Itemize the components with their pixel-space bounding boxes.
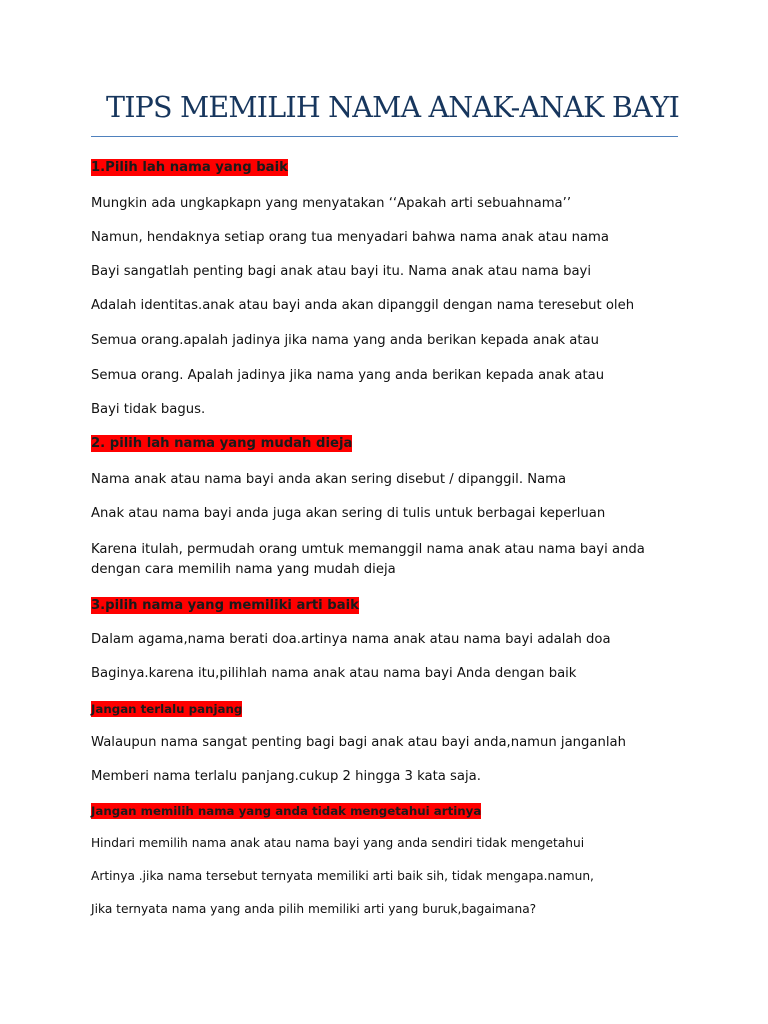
paragraph-line: Semua orang. Apalah jadinya jika nama yang anda berikan kepada anak atau xyxy=(91,368,605,383)
section-heading xyxy=(91,699,242,720)
paragraph-line: Artinya .jika nama tersebut ternyata memiliki arti baik sih, tidak mengapa.namun, xyxy=(91,869,594,883)
paragraph-line: Baginya.karena itu,pilihlah nama anak atau nama bayi Anda dengan baik xyxy=(91,666,577,681)
paragraph-line: Nama anak atau nama bayi anda akan sering disebut / dipanggil. Nama xyxy=(91,472,567,487)
paragraph-line: Walaupun nama sangat penting bagi bagi anak atau bayi anda,namun janganlah xyxy=(91,735,626,750)
paragraph-line: Namun, hendaknya setiap orang tua menyadari bahwa nama anak atau nama xyxy=(91,230,609,245)
heading-highlight: 1.Pilih lah nama yang baik xyxy=(91,160,288,175)
paragraph-line: Mungkin ada ungkapkapn yang menyatakan ‘‘Apakah arti sebuahnama’’ xyxy=(91,196,572,211)
section-heading xyxy=(91,158,288,178)
paragraph-line: Dalam agama,nama berati doa.artinya nama anak atau nama bayi adalah doa xyxy=(91,632,611,647)
paragraph-line: Hindari memilih nama anak atau nama bayi yang anda sendiri tidak mengetahui xyxy=(91,836,585,850)
paragraph-line: Adalah identitas.anak atau bayi anda akan dipanggil dengan nama teresebut oleh xyxy=(91,298,635,313)
paragraph-line: Anak atau nama bayi anda juga akan sering di tulis untuk berbagai keperluan xyxy=(91,506,606,521)
paragraph-line: Jika ternyata nama yang anda pilih memiliki arti yang buruk,bagaimana? xyxy=(91,902,537,916)
heading-highlight: Jangan terlalu panjang xyxy=(91,702,243,716)
paragraph-line: Bayi tidak bagus. xyxy=(91,402,206,417)
heading-highlight: 3.pilih nama yang memiliki arti baik xyxy=(91,598,359,613)
paragraph-line: Karena itulah, permudah orang umtuk memanggil nama anak atau nama bayi anda dengan cara memilih nama yang mudah dieja xyxy=(91,542,645,577)
heading-highlight: 2. pilih lah nama yang mudah dieja xyxy=(91,436,353,451)
paragraph-line: Bayi sangatlah penting bagi anak atau bayi itu. Nama anak atau nama bayi xyxy=(91,264,591,279)
paragraph-line: Semua orang.apalah jadinya jika nama yang anda berikan kepada anak atau xyxy=(91,333,599,348)
section-heading xyxy=(91,801,481,822)
document-title: TIPS MEMILIH NAMA ANAK-ANAK BAYI xyxy=(106,91,680,124)
section-heading xyxy=(91,434,352,454)
paragraph-line: Memberi nama terlalu panjang.cukup 2 hingga 3 kata saja. xyxy=(91,769,481,784)
heading-highlight: Jangan memilih nama yang anda tidak mengetahui artinya xyxy=(91,804,482,818)
title-underline xyxy=(91,136,678,137)
section-heading xyxy=(91,596,359,616)
